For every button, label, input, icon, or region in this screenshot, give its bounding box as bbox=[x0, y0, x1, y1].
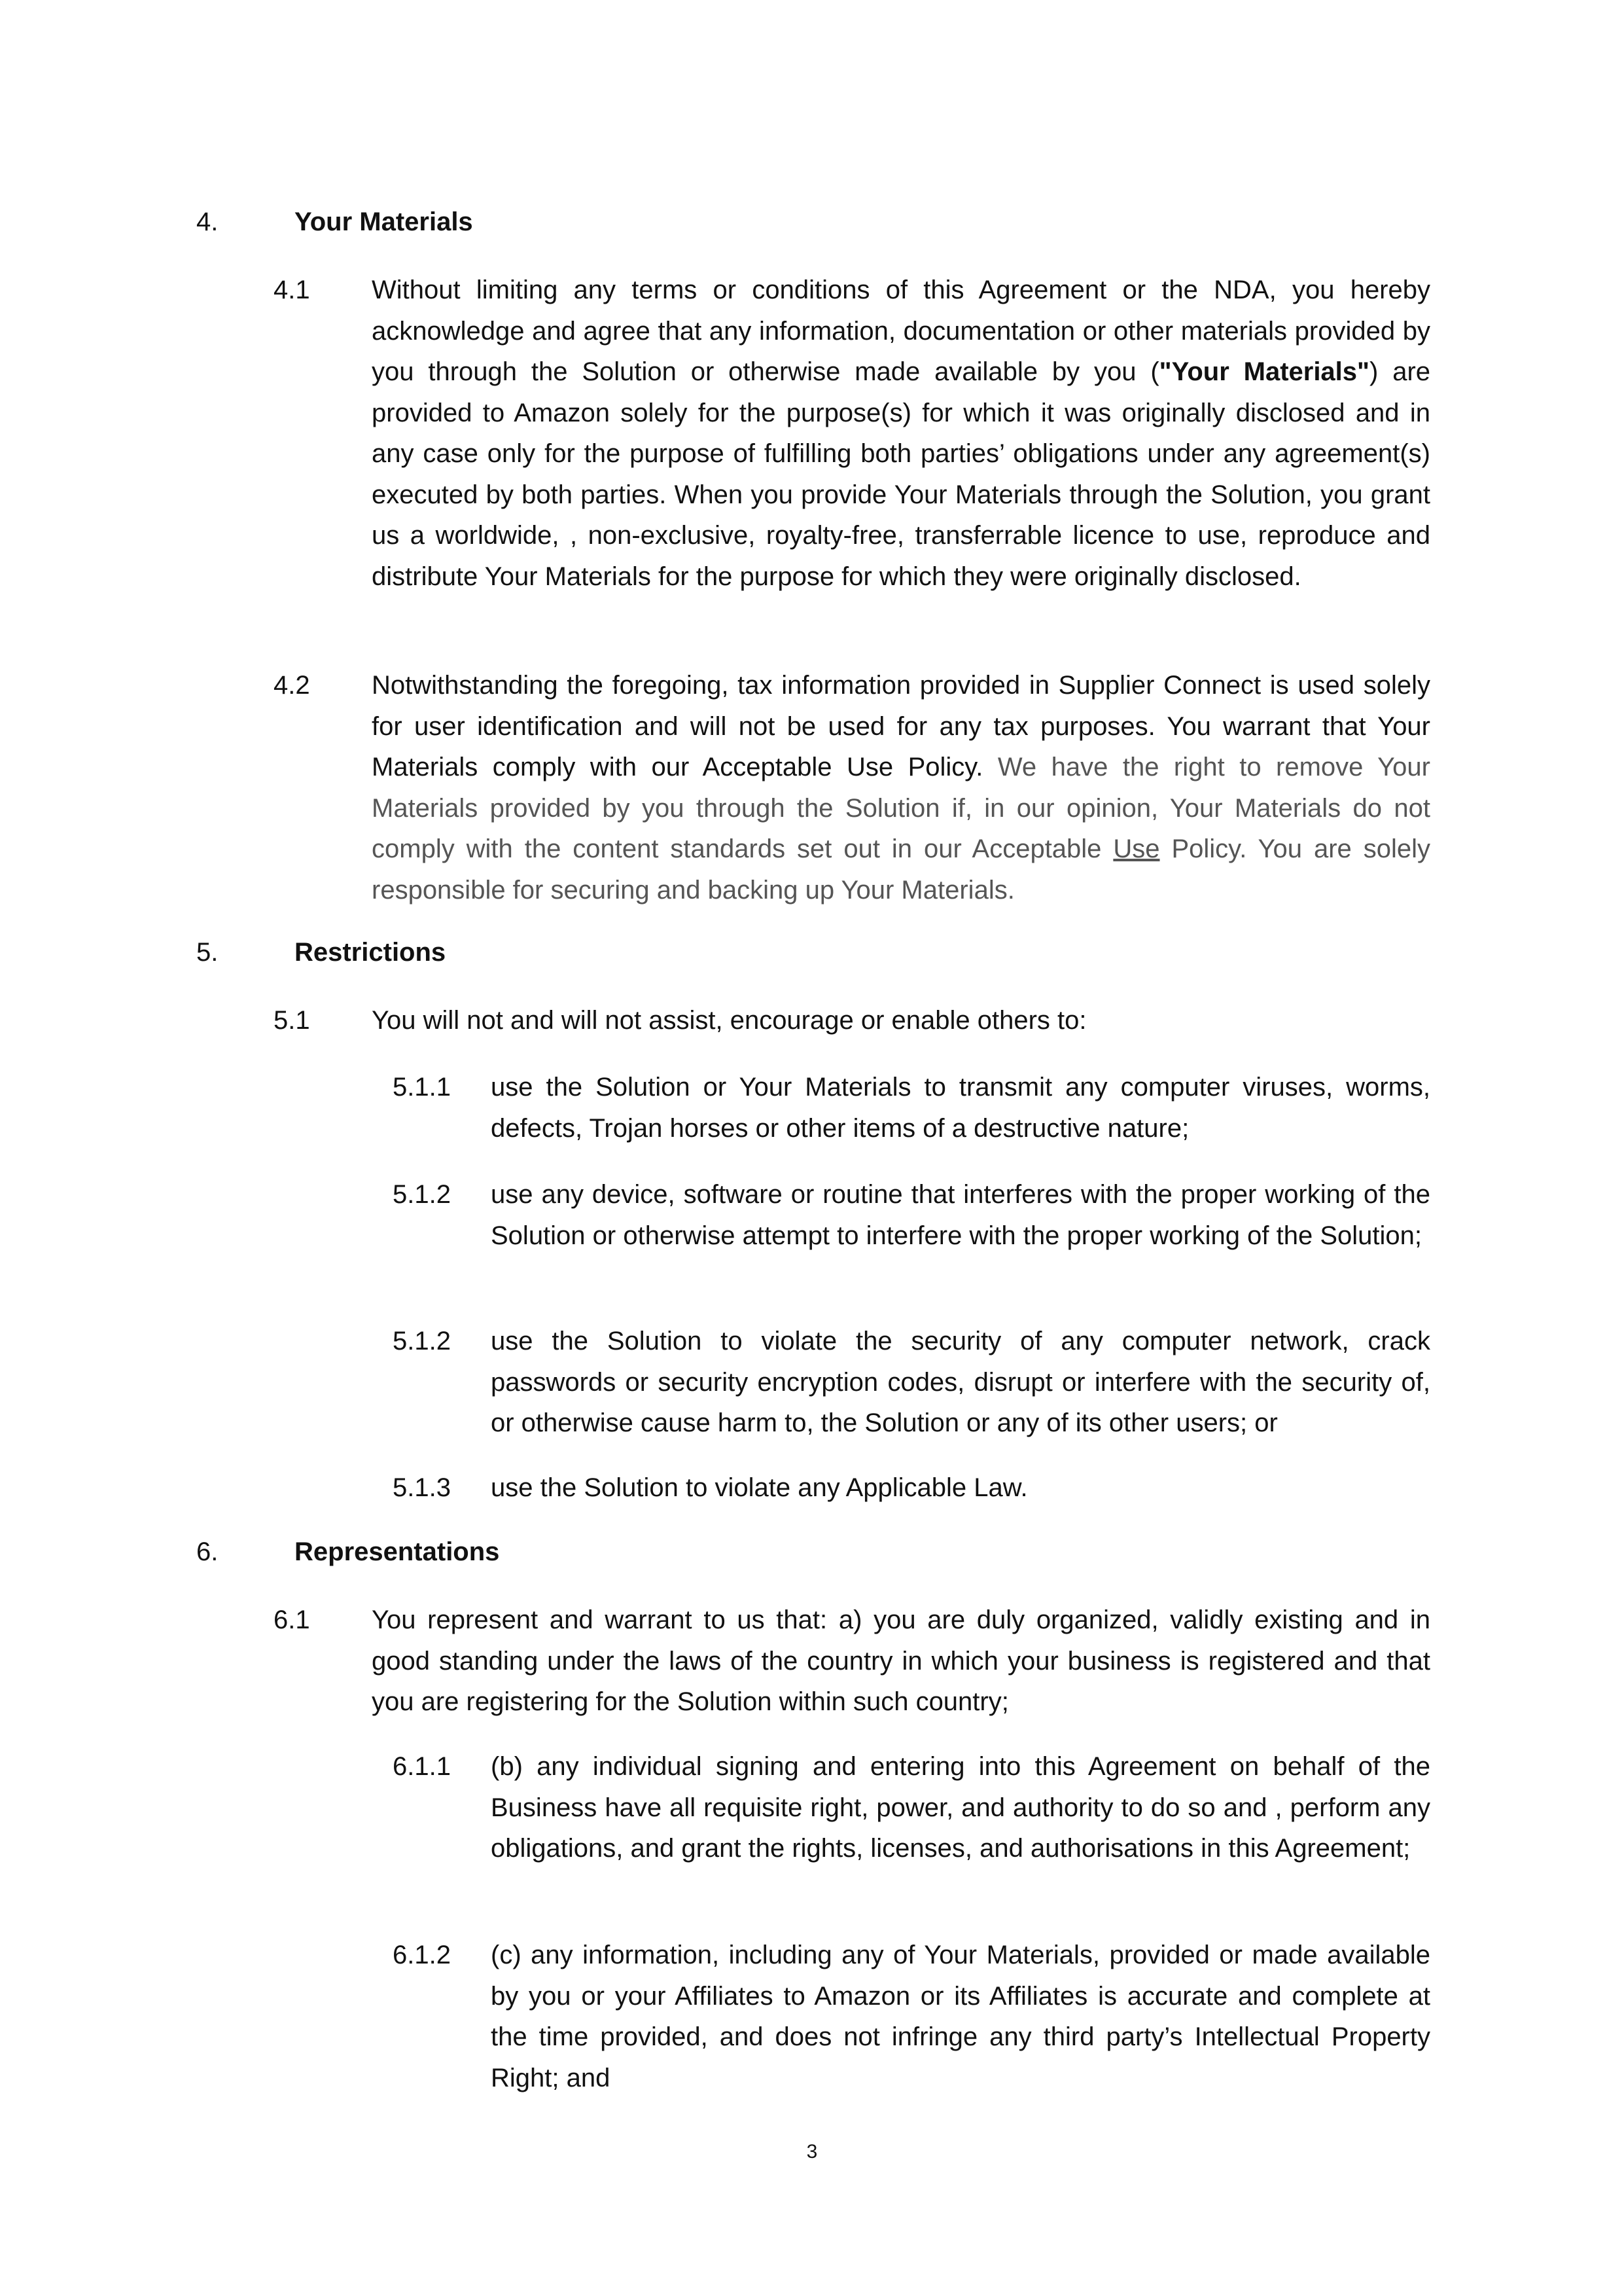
clause-5-1-3 bbox=[393, 1467, 1430, 1509]
clause-text: (b) any individual signing and entering into this Agreement on behalf of the Business have all requisite right, power, and authority to do so and , perform any obligations, and grant the rights, licenses, and authorisations in this Agreement; bbox=[491, 1752, 1430, 1863]
section-title: Your Materials bbox=[294, 207, 473, 236]
section-number: 6. bbox=[196, 1537, 219, 1566]
clause-5-1 bbox=[274, 1000, 1430, 1041]
clause-text bbox=[372, 270, 1430, 597]
clause-text: You will not and will not assist, encourage or enable others to: bbox=[372, 1006, 1087, 1035]
clause-text: use the Solution or Your Materials to transmit any computer viruses, worms, defects, Trojan horses or other items of a destructive nature; bbox=[491, 1073, 1430, 1143]
clause-text-part: ) are provided to Amazon solely for the purpose(s) for which it was originally disclosed and in any case only for the purpose of fulfilling both parties’ obligations under any agreement(s) executed by both parties. When you provide Your Materials through the Solution, you grant us a worldwide, , non-exclusive, royalty-free, transferrable licence to use, reproduce and distribute Your Materials for the purpose for which they were originally disclosed. bbox=[372, 357, 1431, 591]
clause-6-1-2 bbox=[393, 1935, 1430, 2098]
clause-number: 6.1.1 bbox=[393, 1752, 451, 1781]
underlined-word: Use bbox=[1113, 834, 1160, 863]
clause-text-part: Without limiting any terms or conditions of this Agreement or the NDA, you hereby acknowledge and agree that any information, documentation or other materials provided by you through the Solution or otherwise made available by you ( bbox=[372, 276, 1430, 386]
clause-4-1 bbox=[274, 270, 1430, 597]
clause-text: (c) any information, including any of Your Materials, provided or made available by you or your Affiliates to Amazon or its Affiliates is accurate and complete at the time provided, and does not infringe any third party’s Intellectual Property Right; and bbox=[491, 1941, 1430, 2092]
clause-5-1-1 bbox=[393, 1067, 1430, 1149]
clause-number: 5.1.1 bbox=[393, 1073, 451, 1102]
clause-number: 5.1.2 bbox=[393, 1180, 451, 1209]
clause-text bbox=[372, 665, 1430, 910]
page-number: 3 bbox=[806, 2141, 818, 2162]
clause-number: 4.2 bbox=[274, 671, 310, 700]
clause-text-part-gray: Policy. You are solely responsible for securing and backing up Your Materials. bbox=[372, 834, 1430, 905]
clause-number: 6.1 bbox=[274, 1605, 310, 1634]
section-number: 4. bbox=[196, 207, 219, 236]
clause-text-part: Notwithstanding the foregoing, tax information provided in Supplier Connect is used solely for user identification and will not be used for any tax purposes. You warrant that Your Materials comply with our Acceptable Use Policy. bbox=[372, 671, 1430, 781]
clause-text: use the Solution to violate any Applicable Law. bbox=[491, 1473, 1028, 1502]
clause-5-1-2-a bbox=[393, 1174, 1430, 1256]
clause-number: 6.1.2 bbox=[393, 1941, 451, 1969]
clause-4-2 bbox=[274, 665, 1430, 910]
clause-text: You represent and warrant to us that: a) you are duly organized, validly existing and in good standing under the laws of the country in which your business is registered and that you are registering for the Solution within such country; bbox=[372, 1605, 1430, 1716]
clause-5-1-2-b bbox=[393, 1321, 1430, 1444]
section-number: 5. bbox=[196, 938, 219, 967]
section-title: Representations bbox=[294, 1537, 500, 1566]
clause-number: 5.1 bbox=[274, 1006, 310, 1035]
clause-6-1-1 bbox=[393, 1746, 1430, 1869]
clause-number: 4.1 bbox=[274, 276, 310, 304]
clause-number: 5.1.2 bbox=[393, 1327, 451, 1355]
clause-text-part-gray: We have the right to remove Your Materials provided by you through the Solution if, in our opinion, Your Materials do not comply with the content standards set out in our Acceptable bbox=[372, 753, 1430, 863]
defined-term: "Your Materials" bbox=[1159, 357, 1370, 386]
clause-6-1 bbox=[274, 1600, 1430, 1723]
clause-number: 5.1.3 bbox=[393, 1473, 451, 1502]
section-title: Restrictions bbox=[294, 938, 446, 967]
clause-text: use the Solution to violate the security of any computer network, crack passwords or security encryption codes, disrupt or interfere with the security of, or otherwise cause harm to, the Solution or any of its other users; or bbox=[491, 1327, 1430, 1437]
clause-text: use any device, software or routine that interferes with the proper working of the Solution or otherwise attempt to interfere with the proper working of the Solution; bbox=[491, 1180, 1430, 1250]
